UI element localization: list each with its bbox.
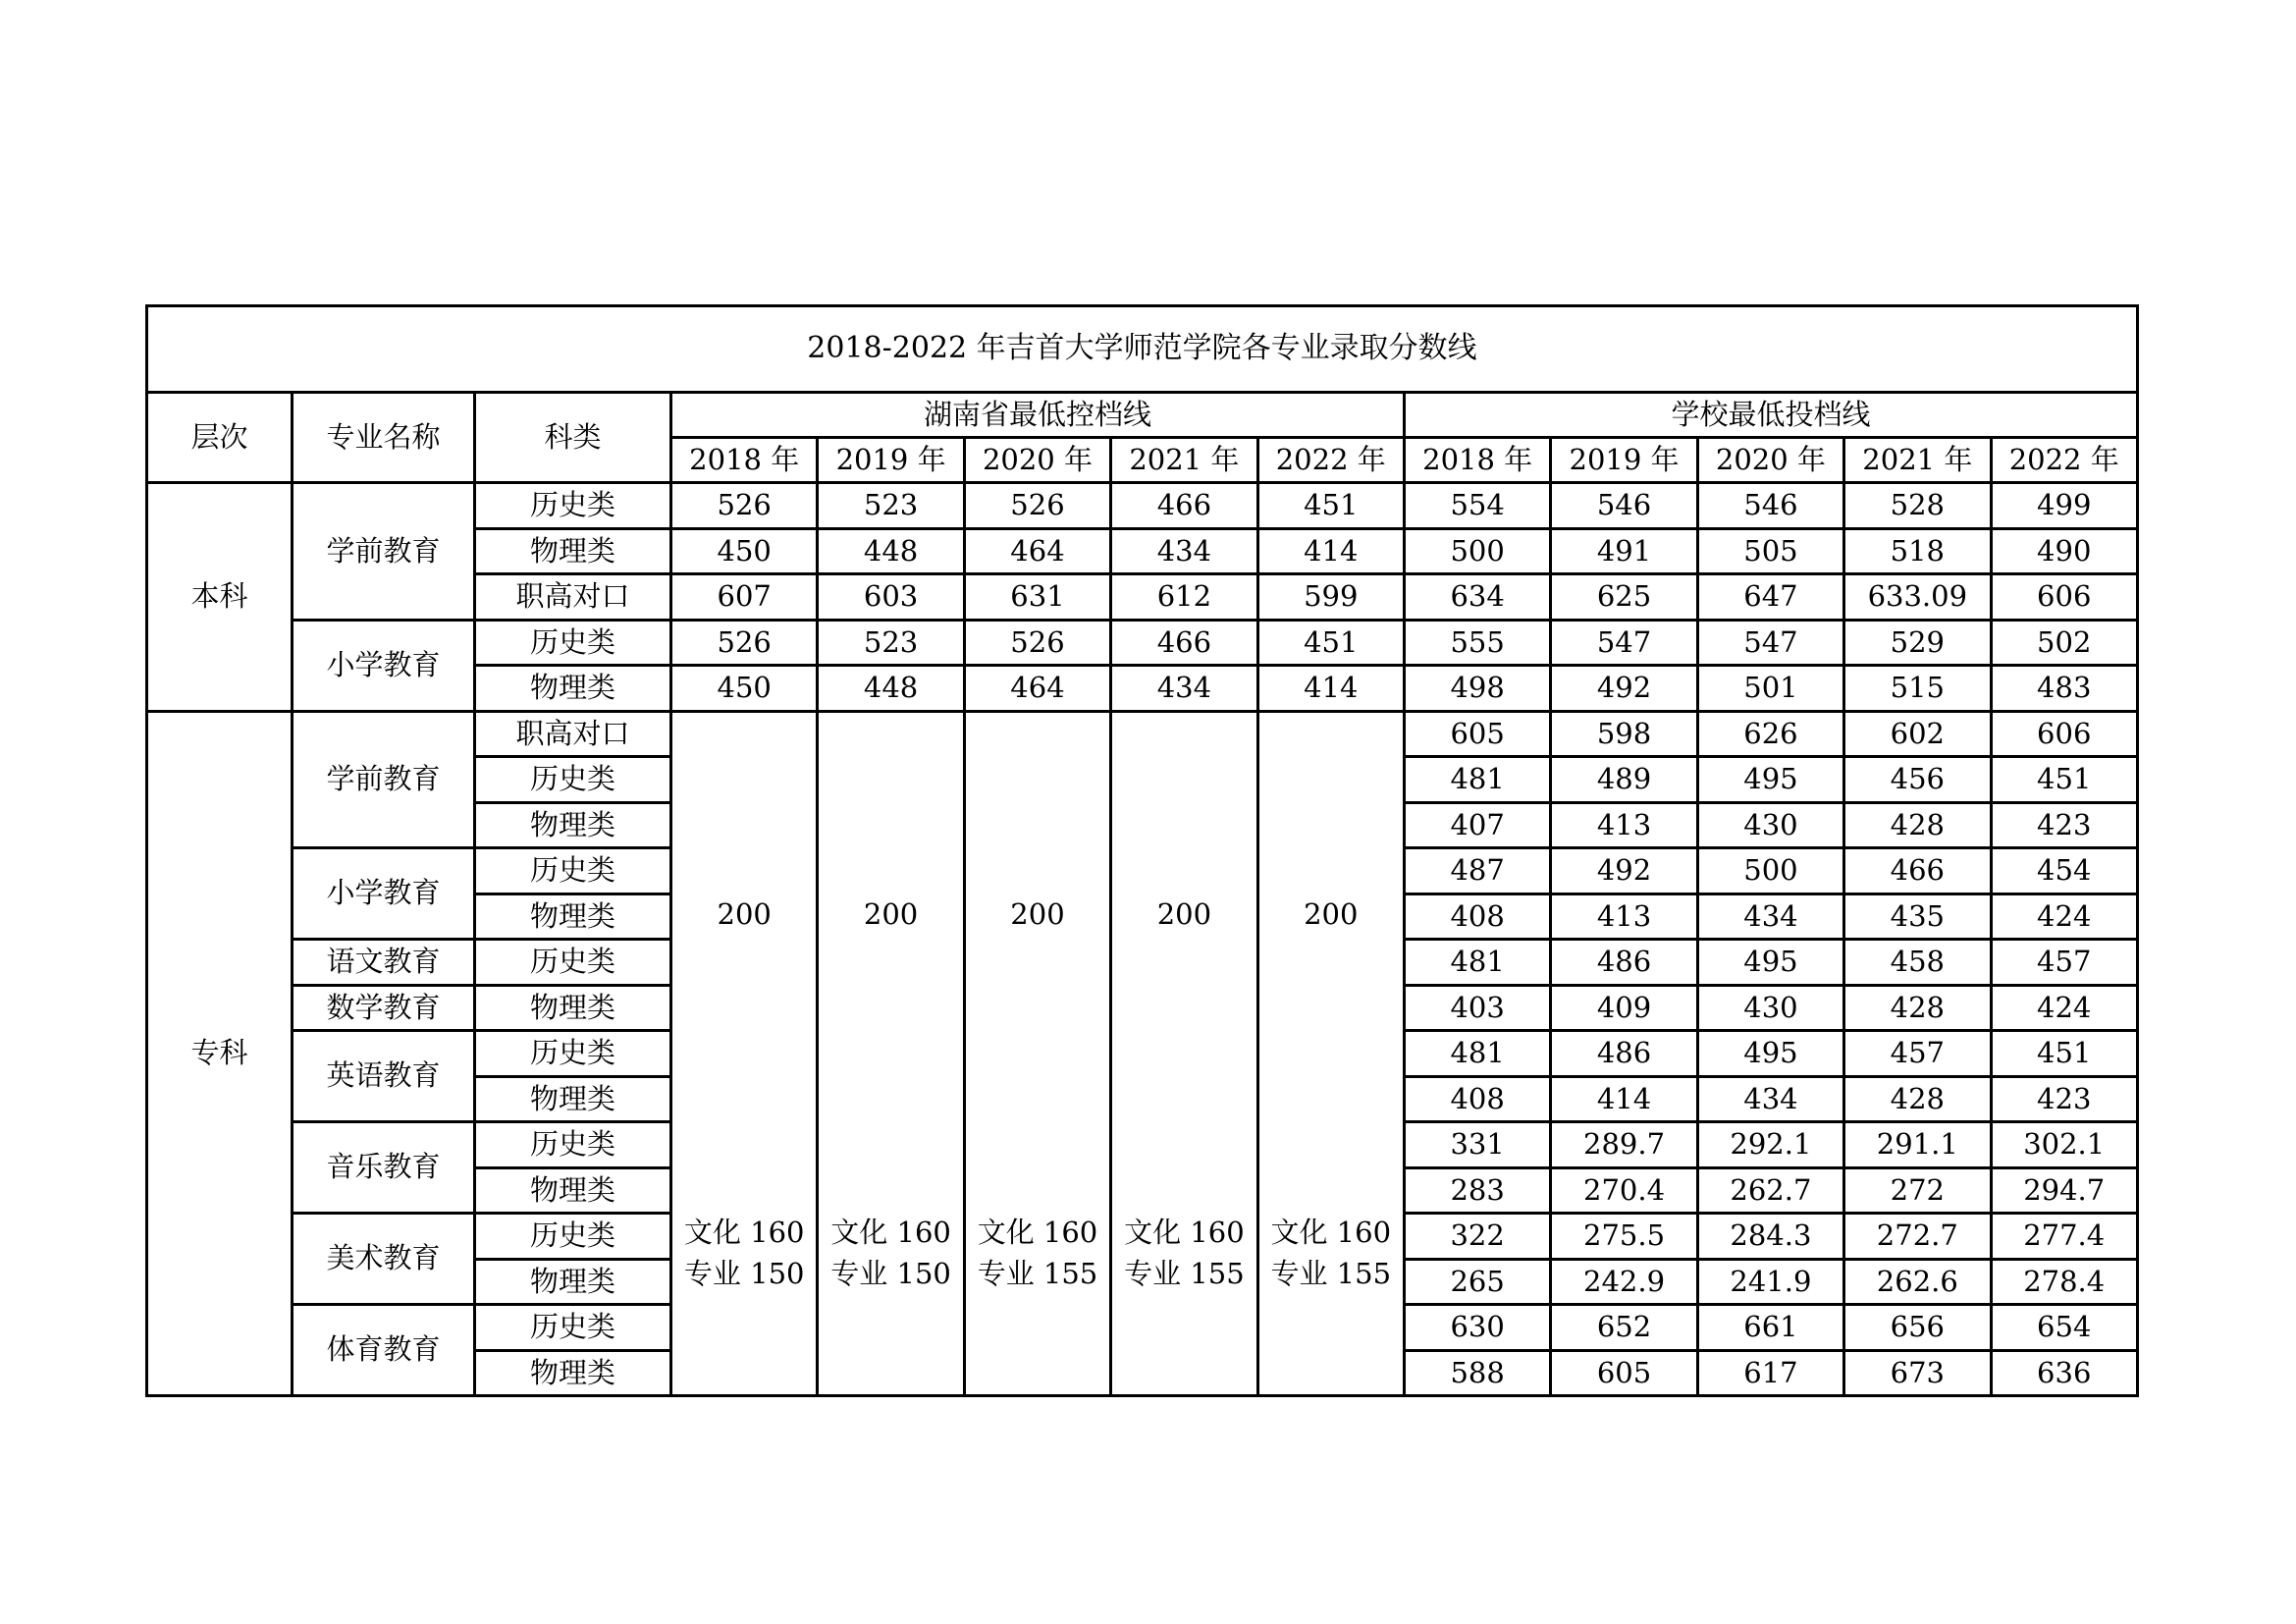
header-year: 2018 年 <box>1404 438 1550 483</box>
score-cell: 409 <box>1551 985 1697 1031</box>
table-row <box>147 711 2138 757</box>
score-cell: 278.4 <box>1991 1259 2137 1305</box>
hunan-upper-value: 200 <box>717 897 772 932</box>
score-cell: 481 <box>1404 1031 1550 1077</box>
score-cell: 275.5 <box>1551 1214 1697 1260</box>
score-cell: 277.4 <box>1991 1214 2137 1260</box>
score-cell: 450 <box>671 528 818 574</box>
category-cell: 物理类 <box>475 1167 671 1214</box>
score-cell: 492 <box>1551 666 1697 712</box>
score-cell: 408 <box>1404 1076 1550 1122</box>
score-cell: 631 <box>964 574 1110 621</box>
score-cell: 607 <box>671 574 818 621</box>
header-level: 层次 <box>147 393 293 483</box>
score-cell: 495 <box>1697 940 1843 986</box>
major-cell: 英语教育 <box>293 1031 475 1122</box>
major-cell: 数学教育 <box>293 985 475 1031</box>
score-cell: 486 <box>1551 940 1697 986</box>
score-cell: 414 <box>1551 1076 1697 1122</box>
score-cell: 500 <box>1697 848 1843 894</box>
score-cell: 423 <box>1991 802 2137 848</box>
score-cell: 598 <box>1551 711 1697 757</box>
category-cell: 物理类 <box>475 666 671 712</box>
hunan-merged-cell <box>964 711 1110 1396</box>
score-cell: 428 <box>1844 1076 1991 1122</box>
score-cell: 292.1 <box>1697 1122 1843 1168</box>
category-cell: 物理类 <box>475 893 671 940</box>
score-cell: 466 <box>1111 620 1257 666</box>
score-cell: 430 <box>1697 985 1843 1031</box>
score-cell: 272.7 <box>1844 1214 1991 1260</box>
score-cell: 492 <box>1551 848 1697 894</box>
score-cell: 617 <box>1697 1350 1843 1396</box>
hunan-lower-culture: 文化 160 <box>1270 1215 1392 1249</box>
header-hunan-group: 湖南省最低控档线 <box>671 393 1405 438</box>
score-cell: 408 <box>1404 893 1550 940</box>
score-cell: 526 <box>671 483 818 529</box>
score-cell: 647 <box>1697 574 1843 621</box>
header-year: 2021 年 <box>1844 438 1991 483</box>
score-cell: 625 <box>1551 574 1697 621</box>
hunan-upper-value: 200 <box>1156 897 1212 932</box>
score-cell: 448 <box>818 528 964 574</box>
score-cell: 495 <box>1697 1031 1843 1077</box>
score-cell: 435 <box>1844 893 1991 940</box>
score-cell: 606 <box>1991 574 2137 621</box>
score-cell: 265 <box>1404 1259 1550 1305</box>
hunan-merged-cell <box>1111 711 1257 1396</box>
table-title: 2018-2022 年吉首大学师范学院各专业录取分数线 <box>147 306 2138 393</box>
score-cell: 546 <box>1697 483 1843 529</box>
category-cell: 历史类 <box>475 620 671 666</box>
score-cell: 464 <box>964 528 1110 574</box>
hunan-merged-cell <box>1257 711 1404 1396</box>
score-cell: 523 <box>818 483 964 529</box>
score-cell: 302.1 <box>1991 1122 2137 1168</box>
score-cell: 289.7 <box>1551 1122 1697 1168</box>
score-cell: 654 <box>1991 1305 2137 1351</box>
score-cell: 612 <box>1111 574 1257 621</box>
score-cell: 407 <box>1404 802 1550 848</box>
header-year: 2022 年 <box>1257 438 1404 483</box>
score-cell: 547 <box>1697 620 1843 666</box>
score-cell: 434 <box>1697 1076 1843 1122</box>
score-cell: 272 <box>1844 1167 1991 1214</box>
category-cell: 物理类 <box>475 1076 671 1122</box>
score-cell: 451 <box>1991 757 2137 803</box>
score-cell: 456 <box>1844 757 1991 803</box>
category-cell: 历史类 <box>475 940 671 986</box>
score-cell: 661 <box>1697 1305 1843 1351</box>
category-cell: 物理类 <box>475 1350 671 1396</box>
score-cell: 673 <box>1844 1350 1991 1396</box>
score-cell: 554 <box>1404 483 1550 529</box>
score-cell: 606 <box>1991 711 2137 757</box>
category-cell: 历史类 <box>475 1122 671 1168</box>
score-cell: 489 <box>1551 757 1697 803</box>
score-cell: 450 <box>671 666 818 712</box>
score-cell: 547 <box>1551 620 1697 666</box>
score-cell: 428 <box>1844 985 1991 1031</box>
score-cell: 414 <box>1257 666 1404 712</box>
score-cell: 466 <box>1111 483 1257 529</box>
hunan-upper-value: 200 <box>863 897 919 932</box>
score-cell: 434 <box>1111 528 1257 574</box>
major-cell: 小学教育 <box>293 848 475 940</box>
category-cell: 物理类 <box>475 1259 671 1305</box>
major-cell: 语文教育 <box>293 940 475 986</box>
major-cell: 美术教育 <box>293 1214 475 1305</box>
score-cell: 491 <box>1551 528 1697 574</box>
score-cell: 262.7 <box>1697 1167 1843 1214</box>
score-cell: 284.3 <box>1697 1214 1843 1260</box>
score-cell: 457 <box>1844 1031 1991 1077</box>
score-cell: 424 <box>1991 893 2137 940</box>
score-cell: 270.4 <box>1551 1167 1697 1214</box>
score-cell: 481 <box>1404 757 1550 803</box>
score-cell: 403 <box>1404 985 1550 1031</box>
score-cell: 424 <box>1991 985 2137 1031</box>
score-cell: 633.09 <box>1844 574 1991 621</box>
header-year: 2020 年 <box>1697 438 1843 483</box>
major-cell: 学前教育 <box>293 483 475 621</box>
score-cell: 603 <box>818 574 964 621</box>
major-cell: 体育教育 <box>293 1305 475 1396</box>
score-cell: 331 <box>1404 1122 1550 1168</box>
header-row-groups <box>147 393 2138 438</box>
score-cell: 241.9 <box>1697 1259 1843 1305</box>
score-cell: 526 <box>671 620 818 666</box>
hunan-lower-culture: 文化 160 <box>683 1215 805 1249</box>
score-cell: 529 <box>1844 620 1991 666</box>
hunan-lower-culture: 文化 160 <box>830 1215 951 1249</box>
score-cell: 242.9 <box>1551 1259 1697 1305</box>
score-cell: 502 <box>1991 620 2137 666</box>
category-cell: 物理类 <box>475 802 671 848</box>
score-cell: 636 <box>1991 1350 2137 1396</box>
score-cell: 483 <box>1991 666 2137 712</box>
major-cell: 学前教育 <box>293 711 475 848</box>
score-cell: 605 <box>1551 1350 1697 1396</box>
score-cell: 423 <box>1991 1076 2137 1122</box>
hunan-lower-culture: 文化 160 <box>1124 1215 1245 1249</box>
hunan-lower-major: 专业 155 <box>1270 1256 1392 1290</box>
score-cell: 605 <box>1404 711 1550 757</box>
header-year: 2018 年 <box>671 438 818 483</box>
category-cell: 历史类 <box>475 483 671 529</box>
score-cell: 500 <box>1404 528 1550 574</box>
category-cell: 职高对口 <box>475 711 671 757</box>
score-cell: 451 <box>1257 620 1404 666</box>
score-cell: 434 <box>1697 893 1843 940</box>
score-cell: 413 <box>1551 802 1697 848</box>
hunan-merged-cell <box>671 711 818 1396</box>
score-cell: 291.1 <box>1844 1122 1991 1168</box>
score-cell: 634 <box>1404 574 1550 621</box>
score-cell: 448 <box>818 666 964 712</box>
score-cell: 656 <box>1844 1305 1991 1351</box>
header-year: 2021 年 <box>1111 438 1257 483</box>
score-cell: 481 <box>1404 940 1550 986</box>
score-cell: 430 <box>1697 802 1843 848</box>
header-category: 科类 <box>475 393 671 483</box>
major-cell: 小学教育 <box>293 620 475 711</box>
score-cell: 501 <box>1697 666 1843 712</box>
category-cell: 物理类 <box>475 528 671 574</box>
score-cell: 599 <box>1257 574 1404 621</box>
score-cell: 466 <box>1844 848 1991 894</box>
header-year: 2022 年 <box>1991 438 2137 483</box>
score-cell: 454 <box>1991 848 2137 894</box>
hunan-upper-value: 200 <box>1010 897 1065 932</box>
major-cell: 音乐教育 <box>293 1122 475 1214</box>
score-cell: 434 <box>1111 666 1257 712</box>
score-cell: 588 <box>1404 1350 1550 1396</box>
score-cell: 499 <box>1991 483 2137 529</box>
hunan-lower-major: 专业 150 <box>830 1256 951 1290</box>
hunan-lower-major: 专业 155 <box>1124 1256 1245 1290</box>
score-cell: 464 <box>964 666 1110 712</box>
score-cell: 495 <box>1697 757 1843 803</box>
hunan-upper-value: 200 <box>1304 897 1359 932</box>
admission-scores-table <box>145 304 2139 1397</box>
score-cell: 487 <box>1404 848 1550 894</box>
category-cell: 职高对口 <box>475 574 671 621</box>
score-cell: 526 <box>964 620 1110 666</box>
score-cell: 322 <box>1404 1214 1550 1260</box>
score-cell: 602 <box>1844 711 1991 757</box>
header-year: 2019 年 <box>818 438 964 483</box>
score-cell: 630 <box>1404 1305 1550 1351</box>
category-cell: 历史类 <box>475 1031 671 1077</box>
score-cell: 523 <box>818 620 964 666</box>
score-cell: 451 <box>1257 483 1404 529</box>
score-cell: 498 <box>1404 666 1550 712</box>
score-cell: 486 <box>1551 1031 1697 1077</box>
score-cell: 428 <box>1844 802 1991 848</box>
category-cell: 历史类 <box>475 757 671 803</box>
score-cell: 294.7 <box>1991 1167 2137 1214</box>
score-cell: 528 <box>1844 483 1991 529</box>
score-cell: 414 <box>1257 528 1404 574</box>
score-cell: 626 <box>1697 711 1843 757</box>
level-cell: 专科 <box>147 711 293 1396</box>
category-cell: 物理类 <box>475 985 671 1031</box>
score-cell: 555 <box>1404 620 1550 666</box>
table-row <box>147 620 2138 666</box>
title-row <box>147 306 2138 393</box>
score-cell: 283 <box>1404 1167 1550 1214</box>
score-cell: 546 <box>1551 483 1697 529</box>
score-cell: 262.6 <box>1844 1259 1991 1305</box>
header-major: 专业名称 <box>293 393 475 483</box>
table-row <box>147 483 2138 529</box>
category-cell: 历史类 <box>475 1214 671 1260</box>
level-cell: 本科 <box>147 483 293 712</box>
hunan-lower-major: 专业 150 <box>683 1256 805 1290</box>
score-cell: 518 <box>1844 528 1991 574</box>
hunan-merged-cell <box>818 711 964 1396</box>
score-cell: 652 <box>1551 1305 1697 1351</box>
header-year: 2020 年 <box>964 438 1110 483</box>
score-cell: 515 <box>1844 666 1991 712</box>
score-cell: 451 <box>1991 1031 2137 1077</box>
score-cell: 458 <box>1844 940 1991 986</box>
category-cell: 历史类 <box>475 848 671 894</box>
score-cell: 457 <box>1991 940 2137 986</box>
header-school-group: 学校最低投档线 <box>1404 393 2137 438</box>
score-cell: 413 <box>1551 893 1697 940</box>
hunan-lower-culture: 文化 160 <box>977 1215 1098 1249</box>
category-cell: 历史类 <box>475 1305 671 1351</box>
score-cell: 526 <box>964 483 1110 529</box>
score-cell: 490 <box>1991 528 2137 574</box>
score-cell: 505 <box>1697 528 1843 574</box>
header-year: 2019 年 <box>1551 438 1697 483</box>
hunan-lower-major: 专业 155 <box>977 1256 1098 1290</box>
